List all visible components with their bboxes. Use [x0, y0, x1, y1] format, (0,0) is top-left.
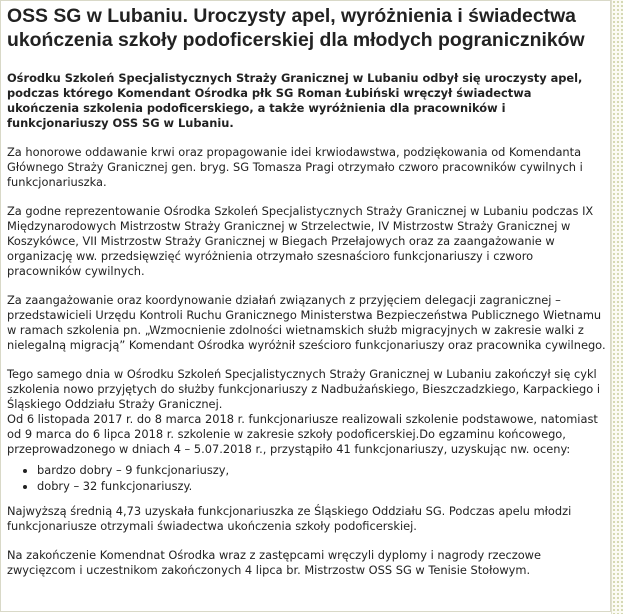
paragraph-delegation: Za zaangażowanie oraz koordynowanie działań związanych z przyjęciem delegacji zagranicznej – przedstawicieli Urzędu Kontroli Ruchu Granicznego Ministerstwa Bezpieczeństwa Publicznego Wietnamu w ramach szkolenia pn. „Wzmocnienie zdolności wietnamskich służb migracyjnych w zakresie walki z nielegalną migracją” Komendant Ośrodka wyróżnił sześcioro funkcjonariuszy oraz pracownika cywilnego.	[7, 293, 606, 352]
grades-list	[7, 462, 607, 494]
paragraph-championships: Za godne reprezentowanie Ośrodka Szkoleń Specjalistycznych Straży Granicznej w Lubaniu podczas IX Międzynarodowych Mistrzostw Straży Granicznej w Strzelectwie, IV Mistrzostw Straży Granicznej w Koszykówce, VII Mistrzostw Straży Granicznej w Biegach Przełajowych oraz za zaangażowanie w organizację ww. przedsięwzięć wyróżnienia otrzymało szesnaścioro funkcjonariuszy i czworo pracowników cywilnych.	[7, 204, 594, 278]
paragraph-blood-donation: Za honorowe oddawanie krwi oraz propagowanie idei krwiodawstwa, podziękowania od Komendanta Głównego Straży Granicznej gen. bryg. SG Tomasza Pragi otrzymało czworo pracowników cywilnych i funkcjonariuszka.	[7, 145, 583, 189]
list-item: • bardzo dobry – 9 funkcjonariuszy,	[37, 462, 607, 478]
article-title: OSS SG w Lubaniu. Uroczysty apel, wyróżnienia i świadectwa ukończenia szkoły podoficerskiej dla młodych pograniczników	[7, 5, 585, 51]
paragraph-training-cycle: Tego samego dnia w Ośrodku Szkoleń Specjalistycznych Straży Granicznej w Lubaniu zakończył się cykl szkolenia nowo przyjętych do służby funkcjonariuszy z Nadbużańskiego, Bieszczadzkiego, Karpackiego i Śląskiego Oddziału Straży Granicznej.	[7, 367, 601, 411]
paragraph-closing: Na zakończenie Komendnat Ośrodka wraz z zastępcami wręczyli dyplomy i nagrody rzeczowe zwycięzcom i uczestnikom zakończonych 4 lipca br. Mistrzostw OSS SG w Tenisie Stołowym.	[7, 548, 542, 577]
dotted-page-edge	[611, 0, 623, 614]
paragraph-exam: Od 6 listopada 2017 r. do 8 marca 2018 r. funkcjonariusze realizowali szkolenie podstawowe, natomiast od 9 marca do 6 lipca 2018 r. szkolenie w zakresie szkoły podoficerskiej.Do egzaminu końcowego, przeprowadzonego w dniach 4 – 5.07.2018 r., przystąpiło 41 funkcjonariuszy, uzyskując nw. oceny:	[7, 412, 598, 456]
article-lead: Ośrodku Szkoleń Specjalistycznych Straży Granicznej w Lubaniu odbył się uroczysty apel, podczas którego Komendant Ośrodka płk SG Roman Łubiński wręczył świadectwa ukończenia szkolenia podoficerskiego, a także wyróżnienia dla pracowników i funkcjonariuszy OSS SG w Lubaniu.	[7, 71, 583, 130]
list-item: • dobry – 32 funkcjonariuszy.	[37, 478, 607, 494]
article	[7, 4, 607, 592]
paragraph-best-average: Najwyższą średnią 4,73 uzyskała funkcjonariuszka ze Śląskiego Oddziału SG. Podczas apelu młodzi funkcjonariusze otrzymali świadectwa ukończenia szkoły podoficerskiej.	[7, 504, 572, 533]
